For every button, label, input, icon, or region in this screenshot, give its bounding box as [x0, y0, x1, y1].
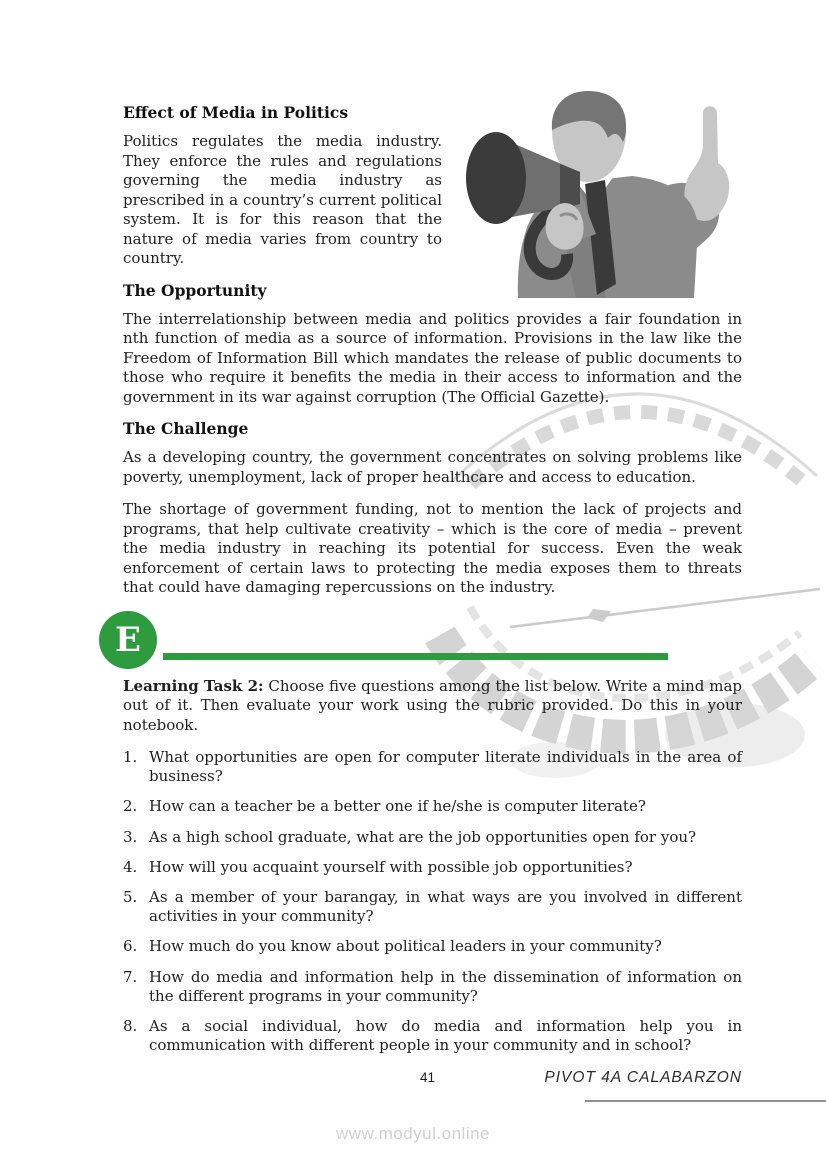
list-item [123, 888, 742, 926]
footer-brand: PIVOT 4A CALABARZON [544, 1069, 742, 1086]
list-item-text: As a member of your barangay, in what ways are you involved in different activities in your community? [149, 888, 742, 926]
list-item [123, 968, 742, 1006]
evaluate-badge: E [99, 611, 157, 669]
list-item [123, 748, 742, 786]
learning-task-paragraph [123, 677, 742, 736]
list-item-number: 4. [123, 857, 138, 876]
list-item-text: As a social individual, how do media and information help you in communication with different people in your community and in school? [149, 1017, 742, 1055]
section-heading-challenge: The Challenge [123, 419, 249, 438]
list-item-number: 7. [123, 967, 138, 986]
paragraph-shortage-funding: The shortage of government funding, not to mention the lack of projects and programs, that help cultivate creativity – which is the core of media – prevent the media industry in reaching its potential for success. Even the weak enforcement of certain laws to protecting the media exposes them to threats that could have damaging repercussions on the industry. [123, 500, 742, 596]
page-number: 41 [420, 1070, 436, 1085]
paragraph-interrelationship: The interrelationship between media and politics provides a fair foundation in nth function of media as a source of information. Provisions in the law like the Freedom of Information Bill which mandates the release of public documents to those who require it benefits the media in their access to information and the government in its war against corruption (The Official Gazette). [123, 309, 742, 406]
list-item [123, 937, 742, 956]
list-item-text: How much do you know about political leaders in your community? [149, 937, 662, 956]
list-item-text: What opportunities are open for computer literate individuals in the area of business? [149, 748, 742, 786]
learning-task-text: Choose five questions among the list below. Write a mind map out of it. Then evaluate your work using the rubric provided. Do this in your notebook. [123, 676, 742, 734]
list-item-number: 6. [123, 937, 138, 956]
list-item-number: 2. [123, 797, 138, 816]
site-watermark: www.modyul.online [336, 1124, 491, 1143]
paragraph-politics-regulates: Politics regulates the media industry. They enforce the rules and regulations governing the media industry as prescribed in a country’s current political system. It is for this reason that the nature of media varies from country to country. [123, 132, 442, 267]
footer-rule [585, 1100, 826, 1102]
man-with-megaphone-illustration [456, 88, 742, 298]
learning-task-label: Learning Task 2: [123, 676, 264, 695]
list-item-text: How do media and information help in the dissemination of information on the different programs in your community? [149, 967, 742, 1005]
list-item-number: 1. [123, 748, 138, 766]
list-item-text: As a high school graduate, what are the job opportunities open for you? [149, 827, 697, 846]
list-item [123, 858, 742, 877]
section-divider-rule [163, 653, 668, 660]
list-item-number: 5. [123, 888, 138, 907]
list-item-number: 8. [123, 1017, 138, 1036]
list-item [123, 1017, 742, 1055]
evaluate-section-marker [99, 611, 742, 669]
list-item-number: 3. [123, 827, 138, 846]
list-item-text: How can a teacher be a better one if he/she is computer literate? [149, 797, 646, 816]
question-list [123, 748, 742, 1055]
section-heading-effect-of-media: Effect of Media in Politics [123, 103, 349, 122]
list-item [123, 828, 742, 847]
paragraph-developing-country: As a developing country, the government concentrates on solving problems like poverty, unemployment, lack of proper healthcare and access to education. [123, 448, 742, 486]
list-item-text: How will you acquaint yourself with possible job opportunities? [149, 857, 633, 876]
section-heading-opportunity: The Opportunity [123, 280, 267, 300]
list-item [123, 797, 742, 816]
